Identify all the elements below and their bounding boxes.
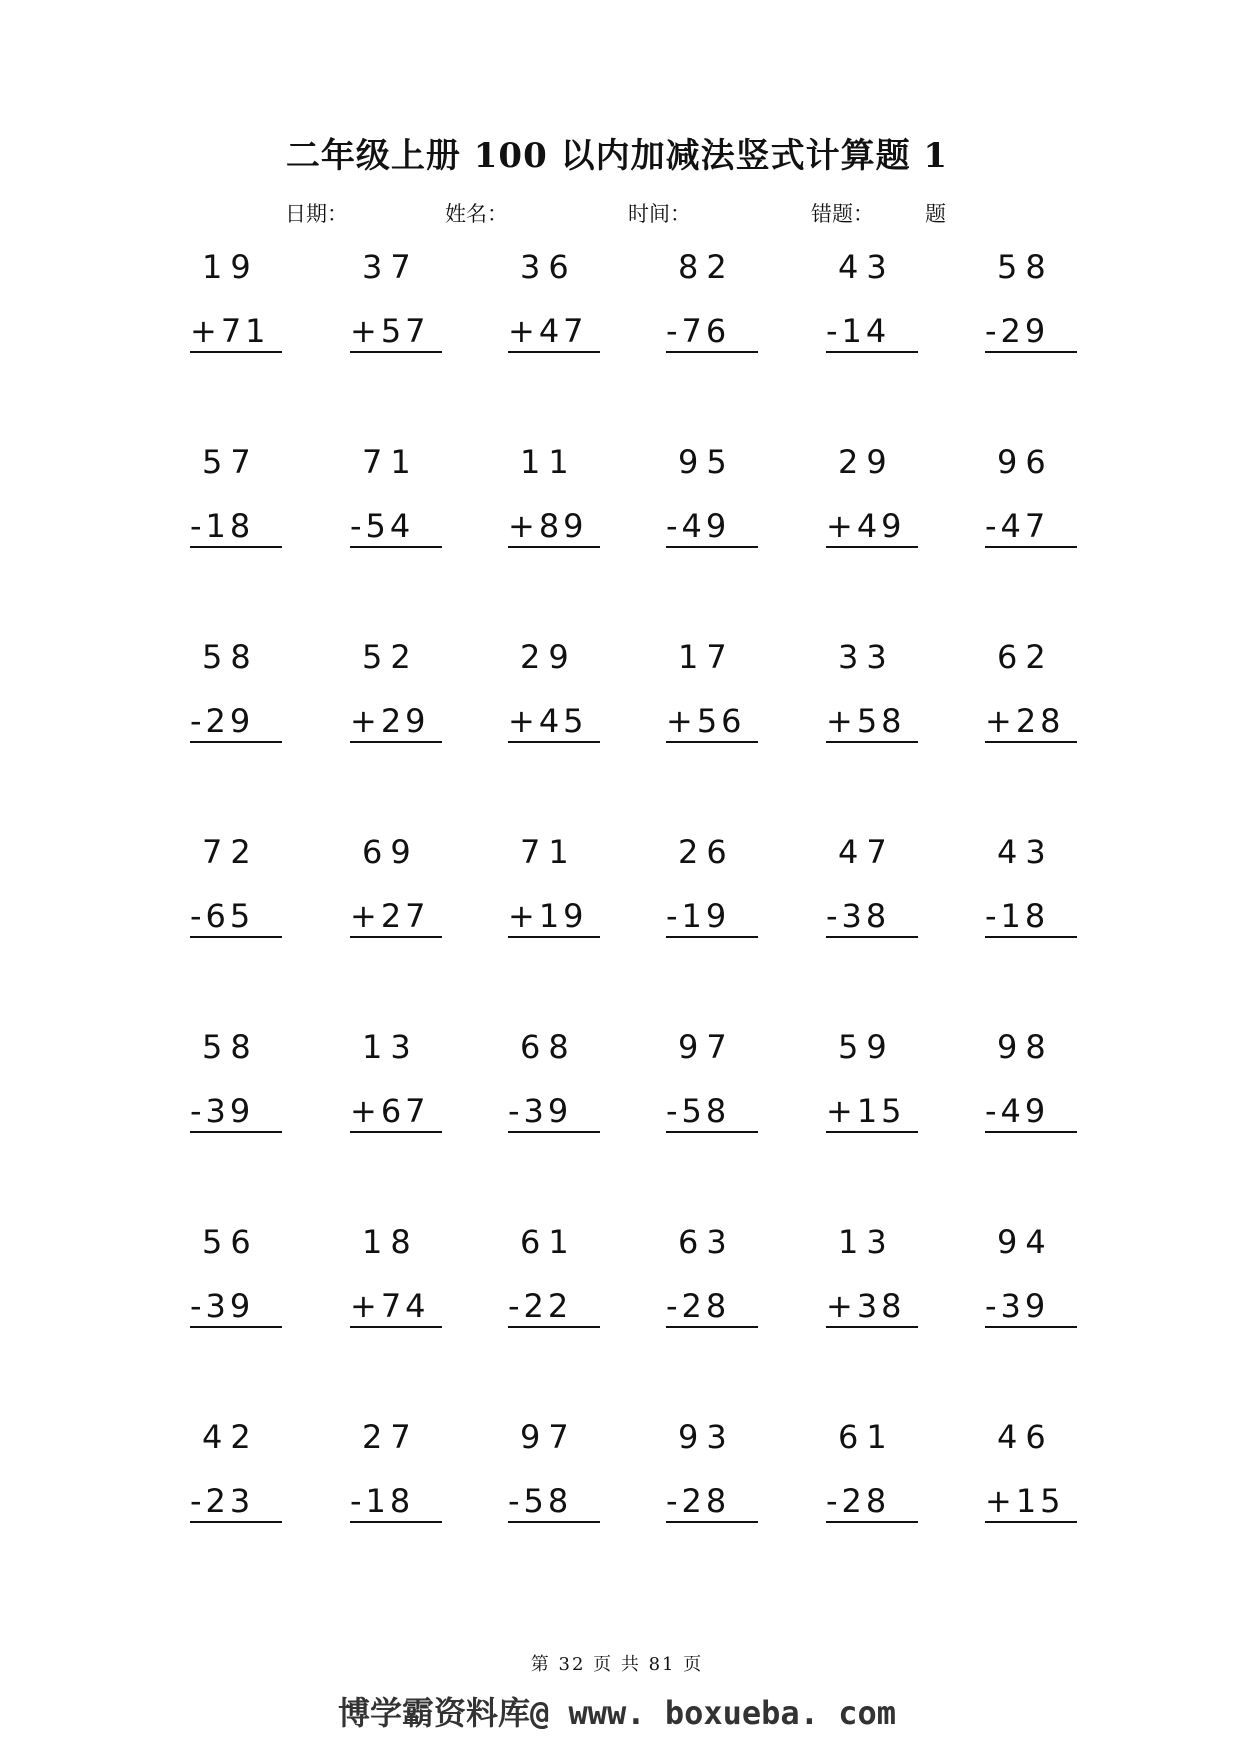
- page-footer: 第 32 页 共 81 页: [530, 1654, 704, 1675]
- problem-operand: -14: [826, 312, 918, 353]
- vertical-problem: [350, 833, 460, 943]
- vertical-problem: [826, 833, 936, 943]
- vertical-problem: [350, 1418, 460, 1528]
- problem-operand: -49: [985, 1092, 1077, 1133]
- problem-top-number: 98: [997, 1028, 1054, 1066]
- problem-operand: -65: [190, 897, 282, 938]
- vertical-problem: [508, 833, 618, 943]
- problem-top-number: 69: [362, 833, 419, 871]
- problem-operand: +67: [350, 1092, 442, 1133]
- problem-operand: +28: [985, 702, 1077, 743]
- vertical-problem: [985, 1223, 1095, 1333]
- problem-top-number: 19: [202, 248, 259, 286]
- problem-operand: +45: [508, 702, 600, 743]
- problem-row: [0, 1418, 1234, 1613]
- vertical-problem: [508, 248, 618, 358]
- vertical-problem: [985, 638, 1095, 748]
- problem-top-number: 43: [997, 833, 1054, 871]
- problem-top-number: 71: [520, 833, 577, 871]
- problem-operand: -19: [666, 897, 758, 938]
- vertical-problem: [666, 833, 776, 943]
- problem-operand: -22: [508, 1287, 600, 1328]
- problem-top-number: 58: [202, 1028, 259, 1066]
- problem-top-number: 27: [362, 1418, 419, 1456]
- problem-row: [0, 1028, 1234, 1223]
- problem-operand: -29: [190, 702, 282, 743]
- vertical-problem: [190, 638, 300, 748]
- problem-operand: -39: [190, 1092, 282, 1133]
- problem-top-number: 57: [202, 443, 259, 481]
- problem-top-number: 18: [362, 1223, 419, 1261]
- problem-top-number: 61: [520, 1223, 577, 1261]
- problem-operand: +89: [508, 507, 600, 548]
- problem-top-number: 33: [838, 638, 895, 676]
- vertical-problem: [666, 1418, 776, 1528]
- problem-operand: -18: [350, 1482, 442, 1523]
- problem-operand: +49: [826, 507, 918, 548]
- problem-top-number: 93: [678, 1418, 735, 1456]
- problem-top-number: 47: [838, 833, 895, 871]
- problem-operand: +29: [350, 702, 442, 743]
- vertical-problem: [508, 1418, 618, 1528]
- time-label: 时间：: [628, 202, 691, 226]
- problem-operand: -58: [666, 1092, 758, 1133]
- problem-top-number: 43: [838, 248, 895, 286]
- vertical-problem: [985, 833, 1095, 943]
- vertical-problem: [350, 248, 460, 358]
- errors-label: 错题：: [811, 202, 874, 226]
- vertical-problem: [350, 443, 460, 553]
- problem-top-number: 94: [997, 1223, 1054, 1261]
- problem-operand: +71: [190, 312, 282, 353]
- problem-top-number: 37: [362, 248, 419, 286]
- vertical-problem: [350, 1223, 460, 1333]
- problem-top-number: 58: [202, 638, 259, 676]
- problem-operand: +74: [350, 1287, 442, 1328]
- vertical-problem: [666, 638, 776, 748]
- errors-unit: 题: [925, 202, 946, 226]
- problem-operand: +56: [666, 702, 758, 743]
- problem-top-number: 52: [362, 638, 419, 676]
- vertical-problem: [190, 248, 300, 358]
- problem-top-number: 82: [678, 248, 735, 286]
- problem-top-number: 11: [520, 443, 577, 481]
- problem-operand: -28: [666, 1287, 758, 1328]
- problem-operand: -38: [826, 897, 918, 938]
- vertical-problem: [826, 248, 936, 358]
- problem-operand: +15: [985, 1482, 1077, 1523]
- problem-top-number: 13: [838, 1223, 895, 1261]
- problem-operand: +38: [826, 1287, 918, 1328]
- vertical-problem: [666, 443, 776, 553]
- problem-top-number: 17: [678, 638, 735, 676]
- vertical-problem: [508, 638, 618, 748]
- problem-operand: -18: [985, 897, 1077, 938]
- vertical-problem: [350, 1028, 460, 1138]
- problem-top-number: 29: [520, 638, 577, 676]
- worksheet-title: 二年级上册 100 以内加减法竖式计算题 1: [285, 136, 949, 176]
- problem-operand: -76: [666, 312, 758, 353]
- vertical-problem: [985, 443, 1095, 553]
- vertical-problem: [190, 1223, 300, 1333]
- problem-top-number: 62: [997, 638, 1054, 676]
- vertical-problem: [826, 1028, 936, 1138]
- problem-top-number: 26: [678, 833, 735, 871]
- vertical-problem: [985, 1418, 1095, 1528]
- problem-top-number: 71: [362, 443, 419, 481]
- problem-top-number: 68: [520, 1028, 577, 1066]
- date-label: 日期：: [285, 202, 348, 226]
- problem-top-number: 59: [838, 1028, 895, 1066]
- problem-operand: +47: [508, 312, 600, 353]
- problem-top-number: 56: [202, 1223, 259, 1261]
- vertical-problem: [666, 248, 776, 358]
- vertical-problem: [666, 1223, 776, 1333]
- vertical-problem: [826, 443, 936, 553]
- problem-operand: +15: [826, 1092, 918, 1133]
- vertical-problem: [826, 638, 936, 748]
- problem-top-number: 29: [838, 443, 895, 481]
- vertical-problem: [190, 1028, 300, 1138]
- vertical-problem: [666, 1028, 776, 1138]
- problem-row: [0, 833, 1234, 1028]
- problem-operand: -39: [508, 1092, 600, 1133]
- problem-top-number: 36: [520, 248, 577, 286]
- problem-row: [0, 1223, 1234, 1418]
- problem-operand: -54: [350, 507, 442, 548]
- problem-operand: -47: [985, 507, 1077, 548]
- vertical-problem: [190, 1418, 300, 1528]
- vertical-problem: [350, 638, 460, 748]
- problem-top-number: 46: [997, 1418, 1054, 1456]
- vertical-problem: [826, 1223, 936, 1333]
- problem-operand: +19: [508, 897, 600, 938]
- problem-operand: +57: [350, 312, 442, 353]
- problem-top-number: 97: [520, 1418, 577, 1456]
- problem-operand: -49: [666, 507, 758, 548]
- watermark: 博学霸资料库@ www. boxueba. com: [337, 1694, 897, 1732]
- problem-top-number: 13: [362, 1028, 419, 1066]
- vertical-problem: [826, 1418, 936, 1528]
- problem-row: [0, 638, 1234, 833]
- problem-top-number: 97: [678, 1028, 735, 1066]
- problem-top-number: 42: [202, 1418, 259, 1456]
- problem-top-number: 61: [838, 1418, 895, 1456]
- vertical-problem: [508, 1028, 618, 1138]
- problem-operand: -28: [666, 1482, 758, 1523]
- vertical-problem: [985, 1028, 1095, 1138]
- vertical-problem: [508, 443, 618, 553]
- problem-top-number: 96: [997, 443, 1054, 481]
- problem-top-number: 72: [202, 833, 259, 871]
- problem-operand: -39: [190, 1287, 282, 1328]
- vertical-problem: [190, 443, 300, 553]
- problem-operand: +27: [350, 897, 442, 938]
- problem-operand: -18: [190, 507, 282, 548]
- problem-operand: +58: [826, 702, 918, 743]
- vertical-problem: [508, 1223, 618, 1333]
- problem-top-number: 63: [678, 1223, 735, 1261]
- problem-top-number: 58: [997, 248, 1054, 286]
- problem-row: [0, 443, 1234, 638]
- problem-operand: -39: [985, 1287, 1077, 1328]
- vertical-problem: [985, 248, 1095, 358]
- problem-top-number: 95: [678, 443, 735, 481]
- problem-operand: -28: [826, 1482, 918, 1523]
- name-label: 姓名：: [445, 202, 508, 226]
- problem-operand: -58: [508, 1482, 600, 1523]
- vertical-problem: [190, 833, 300, 943]
- problem-row: [0, 248, 1234, 443]
- problem-operand: -29: [985, 312, 1077, 353]
- problem-operand: -23: [190, 1482, 282, 1523]
